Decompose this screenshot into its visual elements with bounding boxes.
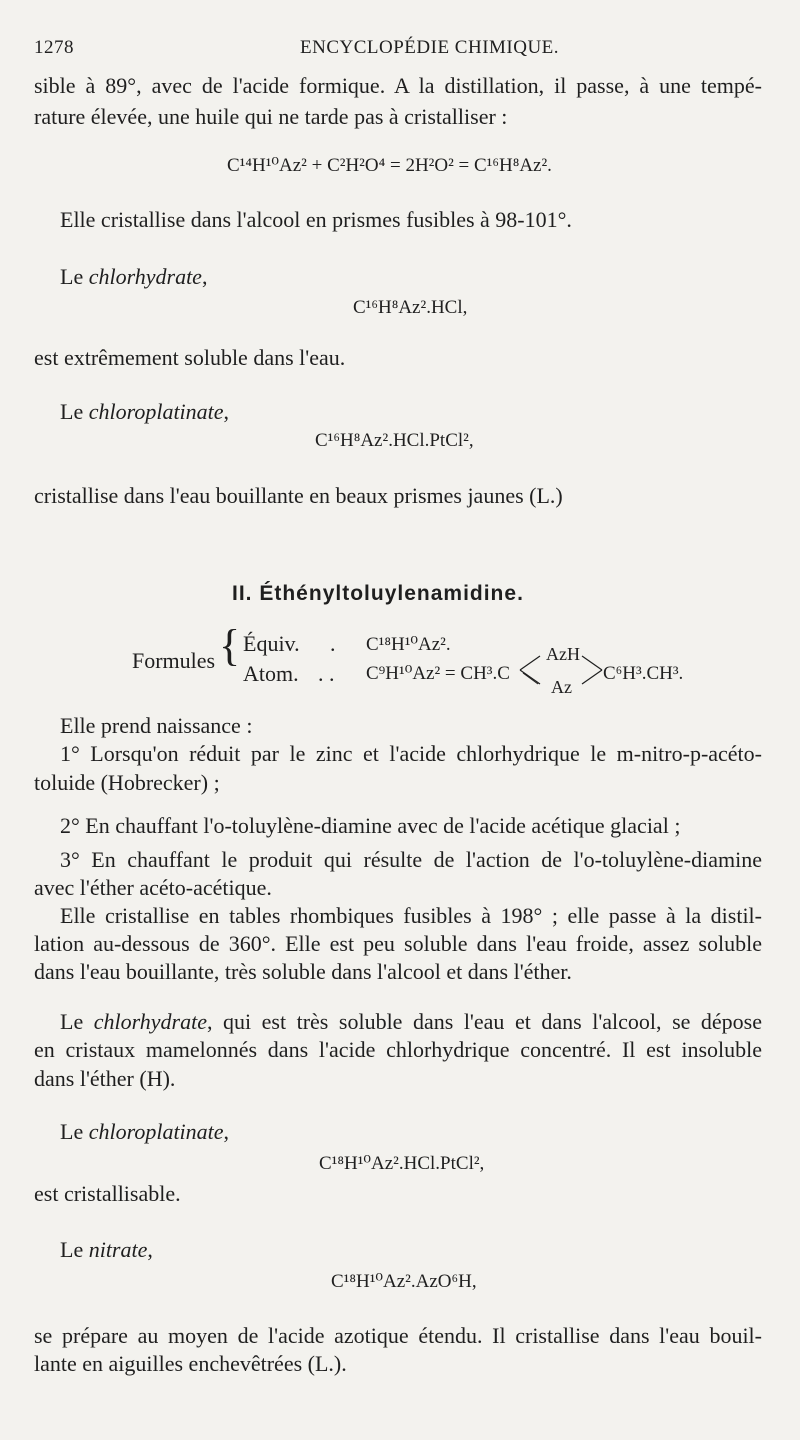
brace-icon: { [219,621,241,670]
compound-label: Le chlorhydrate, [60,264,208,289]
atom-formula: C⁹H¹⁰Az² = CH³.C [366,663,510,684]
paragraph-line: 1° Lorsqu'on réduit par le zinc et l'acide chlorhydrique le m-nitro-p-acéto- [60,741,762,766]
paragraph-line: dans l'éther (H). [34,1066,176,1091]
paragraph-line: cristallise dans l'eau bouillante en beaux prismes jaunes (L.) [34,483,563,508]
paragraph-line: dans l'eau bouillante, très soluble dans l'alcool et dans l'éther. [34,959,572,984]
formules-label: Formules [132,648,216,673]
compound-formula: C¹⁸H¹⁰Az².HCl.PtCl², [319,1153,485,1174]
paragraph-line: Elle cristallise dans l'alcool en prismes fusibles à 98-101°. [60,207,572,232]
paragraph-line: lante en aiguilles enchevêtrées (L.). [34,1351,347,1376]
compound-term: chloroplatinate [88,1119,224,1144]
compound-formula: C¹⁶H⁸Az².HCl, [353,297,468,318]
compound-formula: C¹⁶H⁸Az².HCl.PtCl², [315,430,474,451]
compound-formula: C¹⁸H¹⁰Az².AzO⁶H, [331,1271,477,1292]
compound-label: Le nitrate, [60,1237,153,1262]
paragraph-line: Le chlorhydrate, qui est très soluble dans l'eau et dans l'alcool, se dépose [60,1009,763,1034]
compound-label: Le chloroplatinate, [60,399,230,424]
paragraph-line: Elle cristallise en tables rhombiques fusibles à 198° ; elle passe à la distil- [60,903,762,928]
paragraph-line: lation au-dessous de 360°. Elle est peu soluble dans l'eau froide, assez soluble [34,931,762,956]
paragraph-line: sible à 89°, avec de l'acide formique. A la distillation, il passe, à une tempé- [34,73,762,98]
equiv-label: Équiv. [243,631,300,656]
compound-term: chloroplatinate [88,399,224,424]
upper-group: AzH [546,644,580,664]
right-group: C⁶H³.CH³. [603,663,684,684]
paragraph-line: 2° En chauffant l'o-toluylène-diamine avec de l'acide acétique glacial ; [60,813,681,838]
paragraph-line: en cristaux mamelonnés dans l'acide chlorhydrique concentré. Il est insoluble [34,1037,762,1062]
page-number: 1278 [34,37,74,58]
equiv-formula: C¹⁸H¹⁰Az². [366,634,451,655]
equation: C¹⁴H¹⁰Az² + C²H²O⁴ = 2H²O² = C¹⁶H⁸Az². [227,155,552,176]
paragraph-line: se prépare au moyen de l'acide azotique étendu. Il cristallise dans l'eau bouil- [34,1323,762,1348]
section-title: II. Éthényltoluylenamidine. [232,582,524,605]
paragraph-line: toluide (Hobrecker) ; [34,770,220,795]
paragraph-line: 3° En chauffant le produit qui résulte de l'action de l'o-toluylène-diamine [60,847,762,872]
compound-term: nitrate [88,1237,148,1262]
compound-term: chlorhydrate [88,264,202,289]
paragraph-line: Elle prend naissance : [60,713,253,738]
lower-group: Az [551,677,572,697]
paragraph-line: est extrêmement soluble dans l'eau. [34,345,346,370]
paragraph-line: rature élevée, une huile qui ne tarde pas à cristalliser : [34,104,508,129]
compound-label: Le chloroplatinate, [60,1119,230,1144]
paragraph-line: avec l'éther acéto-acétique. [34,875,272,900]
dot-leader: . [330,631,336,656]
dot-leader: . . [318,661,335,686]
atom-label: Atom. [243,661,299,686]
paragraph-line: est cristallisable. [34,1181,181,1206]
running-title: ENCYCLOPÉDIE CHIMIQUE. [300,37,560,58]
compound-term: chlorhydrate [93,1009,207,1034]
